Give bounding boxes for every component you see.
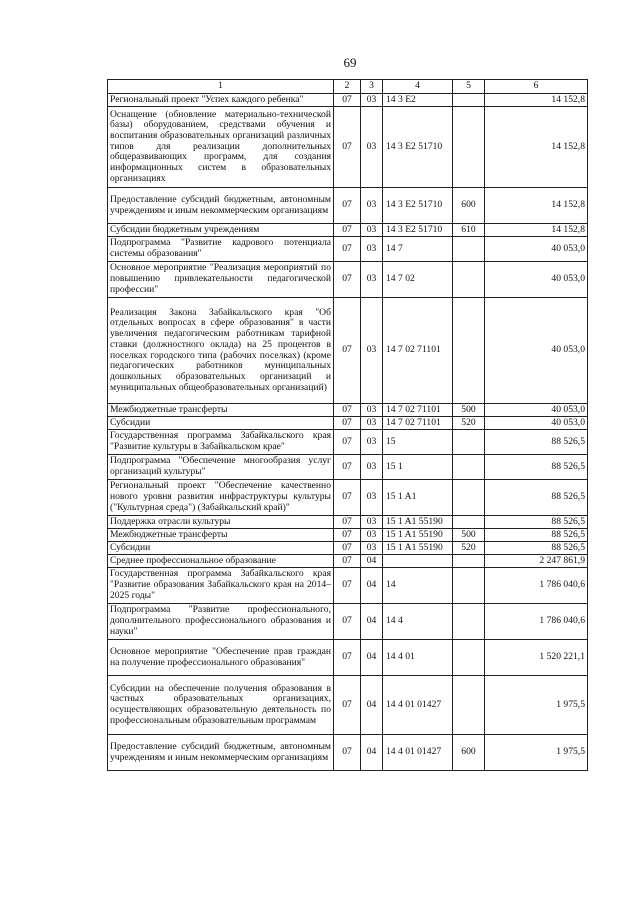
row-target-code-cell: 14 4 01 01427 <box>383 735 453 771</box>
row-amount-cell: 14 152,8 <box>485 107 588 188</box>
row-section-cell: 07 <box>334 455 361 480</box>
row-section-cell: 07 <box>334 417 361 430</box>
row-subsection-cell: 03 <box>361 298 383 404</box>
table-row <box>108 676 588 735</box>
row-name-cell: Субсидии <box>108 542 334 555</box>
row-section-cell: 07 <box>334 262 361 298</box>
table-row <box>108 404 588 417</box>
row-target-code-cell <box>383 555 453 568</box>
table-row <box>108 455 588 480</box>
row-subsection-cell: 03 <box>361 224 383 237</box>
row-subsection-cell: 03 <box>361 542 383 555</box>
row-expense-type-cell: 500 <box>453 404 485 417</box>
row-amount-cell: 40 053,0 <box>485 298 588 404</box>
row-expense-type-cell: 610 <box>453 224 485 237</box>
row-section-cell: 07 <box>334 430 361 455</box>
row-name-cell: Субсидии на обеспечение получения образования в частных образовательных организациях, осуществляющих образовательную деятельность по профессиональным образовательным программам <box>108 676 334 735</box>
row-section-cell: 07 <box>334 298 361 404</box>
row-target-code-cell: 14 4 01 <box>383 640 453 676</box>
row-section-cell: 07 <box>334 676 361 735</box>
table-row <box>108 516 588 529</box>
header-col-3: 3 <box>361 80 383 94</box>
row-amount-cell: 2 247 861,9 <box>485 555 588 568</box>
row-target-code-cell: 14 3 E2 51710 <box>383 224 453 237</box>
table-row <box>108 262 588 298</box>
header-row <box>108 80 588 94</box>
table-row <box>108 480 588 516</box>
row-amount-cell: 88 526,5 <box>485 542 588 555</box>
row-amount-cell: 40 053,0 <box>485 262 588 298</box>
row-name-cell: Региональный проект "Успех каждого ребенка" <box>108 94 334 107</box>
row-target-code-cell: 14 7 <box>383 237 453 262</box>
row-name-cell: Среднее профессиональное образование <box>108 555 334 568</box>
row-name-cell: Региональный проект "Обеспечение качественно нового уровня развития инфраструктуры культуры ("Культурная среда") (Забайкальский край)" <box>108 480 334 516</box>
row-name-cell: Предоставление субсидий бюджетным, автономным учреждениям и иным некоммерческим организациям <box>108 188 334 224</box>
row-expense-type-cell <box>453 262 485 298</box>
table-row <box>108 529 588 542</box>
table-row <box>108 417 588 430</box>
row-target-code-cell: 14 7 02 71101 <box>383 298 453 404</box>
row-amount-cell: 40 053,0 <box>485 404 588 417</box>
budget-table-container <box>107 79 587 771</box>
row-target-code-cell: 15 <box>383 430 453 455</box>
row-section-cell: 07 <box>334 555 361 568</box>
row-target-code-cell: 15 1 A1 55190 <box>383 516 453 529</box>
row-amount-cell: 88 526,5 <box>485 455 588 480</box>
row-name-cell: Основное мероприятие "Реализация мероприятий по повышению привлекательности педагогической профессии" <box>108 262 334 298</box>
row-expense-type-cell <box>453 94 485 107</box>
row-amount-cell: 1 975,5 <box>485 676 588 735</box>
row-target-code-cell: 15 1 A1 <box>383 480 453 516</box>
row-section-cell: 07 <box>334 94 361 107</box>
row-expense-type-cell: 520 <box>453 417 485 430</box>
table-row <box>108 430 588 455</box>
row-section-cell: 07 <box>334 640 361 676</box>
row-expense-type-cell <box>453 604 485 640</box>
row-section-cell: 07 <box>334 404 361 417</box>
row-subsection-cell: 03 <box>361 94 383 107</box>
row-amount-cell: 88 526,5 <box>485 516 588 529</box>
row-name-cell: Государственная программа Забайкальского края "Развитие образования Забайкальского края на 2014–2025 годы" <box>108 568 334 604</box>
table-row <box>108 640 588 676</box>
row-target-code-cell: 14 7 02 <box>383 262 453 298</box>
row-expense-type-cell <box>453 555 485 568</box>
row-expense-type-cell: 600 <box>453 735 485 771</box>
row-expense-type-cell <box>453 480 485 516</box>
row-section-cell: 07 <box>334 735 361 771</box>
row-expense-type-cell <box>453 640 485 676</box>
table-row <box>108 604 588 640</box>
row-expense-type-cell <box>453 568 485 604</box>
row-amount-cell: 1 520 221,1 <box>485 640 588 676</box>
row-subsection-cell: 03 <box>361 188 383 224</box>
row-target-code-cell: 14 4 <box>383 604 453 640</box>
row-target-code-cell: 14 3 E2 51710 <box>383 188 453 224</box>
row-amount-cell: 88 526,5 <box>485 430 588 455</box>
row-section-cell: 07 <box>334 568 361 604</box>
row-target-code-cell: 15 1 A1 55190 <box>383 542 453 555</box>
row-target-code-cell: 14 7 02 71101 <box>383 404 453 417</box>
row-name-cell: Основное мероприятие "Обеспечение прав граждан на получение профессионального образования" <box>108 640 334 676</box>
table-row <box>108 94 588 107</box>
row-section-cell: 07 <box>334 542 361 555</box>
row-expense-type-cell <box>453 430 485 455</box>
page-number: 69 <box>343 55 357 70</box>
row-subsection-cell: 03 <box>361 455 383 480</box>
row-subsection-cell: 03 <box>361 404 383 417</box>
row-section-cell: 07 <box>334 237 361 262</box>
row-target-code-cell: 14 4 01 01427 <box>383 676 453 735</box>
row-expense-type-cell <box>453 516 485 529</box>
row-expense-type-cell <box>453 676 485 735</box>
row-amount-cell: 88 526,5 <box>485 480 588 516</box>
row-target-code-cell: 14 3 E2 51710 <box>383 107 453 188</box>
row-name-cell: Межбюджетные трансферты <box>108 404 334 417</box>
row-amount-cell: 40 053,0 <box>485 417 588 430</box>
header-col-4: 4 <box>383 80 453 94</box>
row-expense-type-cell: 500 <box>453 529 485 542</box>
row-subsection-cell: 03 <box>361 107 383 188</box>
row-name-cell: Предоставление субсидий бюджетным, автономным учреждениям и иным некоммерческим организациям <box>108 735 334 771</box>
row-subsection-cell: 03 <box>361 480 383 516</box>
row-name-cell: Подпрограмма "Развитие профессионального, дополнительного профессионального образования и науки" <box>108 604 334 640</box>
row-subsection-cell: 04 <box>361 735 383 771</box>
row-section-cell: 07 <box>334 480 361 516</box>
row-expense-type-cell <box>453 237 485 262</box>
table-row <box>108 568 588 604</box>
table-row <box>108 237 588 262</box>
row-amount-cell: 14 152,8 <box>485 188 588 224</box>
row-subsection-cell: 03 <box>361 430 383 455</box>
header-col-1: 1 <box>108 80 334 94</box>
row-name-cell: Оснащение (обновление материально-технической базы) оборудованием, средствами обучения и воспитания образовательных организаций различных типов для реализации дополнительных общеразвивающих программ, для создания информационных систем в образовательных организациях <box>108 107 334 188</box>
row-name-cell: Подпрограмма "Обеспечение многообразия услуг организаций культуры" <box>108 455 334 480</box>
table-row <box>108 555 588 568</box>
row-name-cell: Государственная программа Забайкальского края "Развитие культуры в Забайкальском крае" <box>108 430 334 455</box>
header-col-6: 6 <box>485 80 588 94</box>
table-row <box>108 224 588 237</box>
table-row <box>108 188 588 224</box>
row-amount-cell: 1 786 040,6 <box>485 568 588 604</box>
row-subsection-cell: 04 <box>361 640 383 676</box>
row-expense-type-cell: 600 <box>453 188 485 224</box>
row-name-cell: Межбюджетные трансферты <box>108 529 334 542</box>
row-name-cell: Поддержка отрасли культуры <box>108 516 334 529</box>
row-expense-type-cell <box>453 455 485 480</box>
row-section-cell: 07 <box>334 604 361 640</box>
row-name-cell: Субсидии бюджетным учреждениям <box>108 224 334 237</box>
table-row <box>108 735 588 771</box>
row-amount-cell: 40 053,0 <box>485 237 588 262</box>
row-amount-cell: 14 152,8 <box>485 94 588 107</box>
row-subsection-cell: 04 <box>361 568 383 604</box>
row-amount-cell: 1 786 040,6 <box>485 604 588 640</box>
table-body <box>108 94 588 771</box>
row-expense-type-cell <box>453 107 485 188</box>
row-section-cell: 07 <box>334 529 361 542</box>
table-row <box>108 107 588 188</box>
row-name-cell: Реализация Закона Забайкальского края "Об отдельных вопросах в сфере образования" в части увеличения педагогическим работникам тарифной ставки (должностного оклада) на 25 процентов в поселках городского типа (рабочих поселках) (кроме педагогических работников муниципальных дошкольных образовательных организаций и муниципальных общеобразовательных организаций) <box>108 298 334 404</box>
header-col-2: 2 <box>334 80 361 94</box>
row-subsection-cell: 03 <box>361 237 383 262</box>
row-name-cell: Подпрограмма "Развитие кадрового потенциала системы образования" <box>108 237 334 262</box>
row-subsection-cell: 04 <box>361 604 383 640</box>
row-section-cell: 07 <box>334 224 361 237</box>
table-row <box>108 298 588 404</box>
row-target-code-cell: 14 7 02 71101 <box>383 417 453 430</box>
row-subsection-cell: 03 <box>361 529 383 542</box>
row-section-cell: 07 <box>334 107 361 188</box>
row-expense-type-cell: 520 <box>453 542 485 555</box>
row-subsection-cell: 04 <box>361 555 383 568</box>
table-row <box>108 542 588 555</box>
row-subsection-cell: 03 <box>361 262 383 298</box>
row-target-code-cell: 14 3 E2 <box>383 94 453 107</box>
row-subsection-cell: 03 <box>361 417 383 430</box>
row-target-code-cell: 15 1 A1 55190 <box>383 529 453 542</box>
row-amount-cell: 1 975,5 <box>485 735 588 771</box>
row-amount-cell: 14 152,8 <box>485 224 588 237</box>
header-col-5: 5 <box>453 80 485 94</box>
row-subsection-cell: 04 <box>361 676 383 735</box>
row-amount-cell: 88 526,5 <box>485 529 588 542</box>
row-expense-type-cell <box>453 298 485 404</box>
row-section-cell: 07 <box>334 188 361 224</box>
row-section-cell: 07 <box>334 516 361 529</box>
row-target-code-cell: 14 <box>383 568 453 604</box>
row-target-code-cell: 15 1 <box>383 455 453 480</box>
budget-table <box>107 79 588 771</box>
row-subsection-cell: 03 <box>361 516 383 529</box>
row-name-cell: Субсидии <box>108 417 334 430</box>
